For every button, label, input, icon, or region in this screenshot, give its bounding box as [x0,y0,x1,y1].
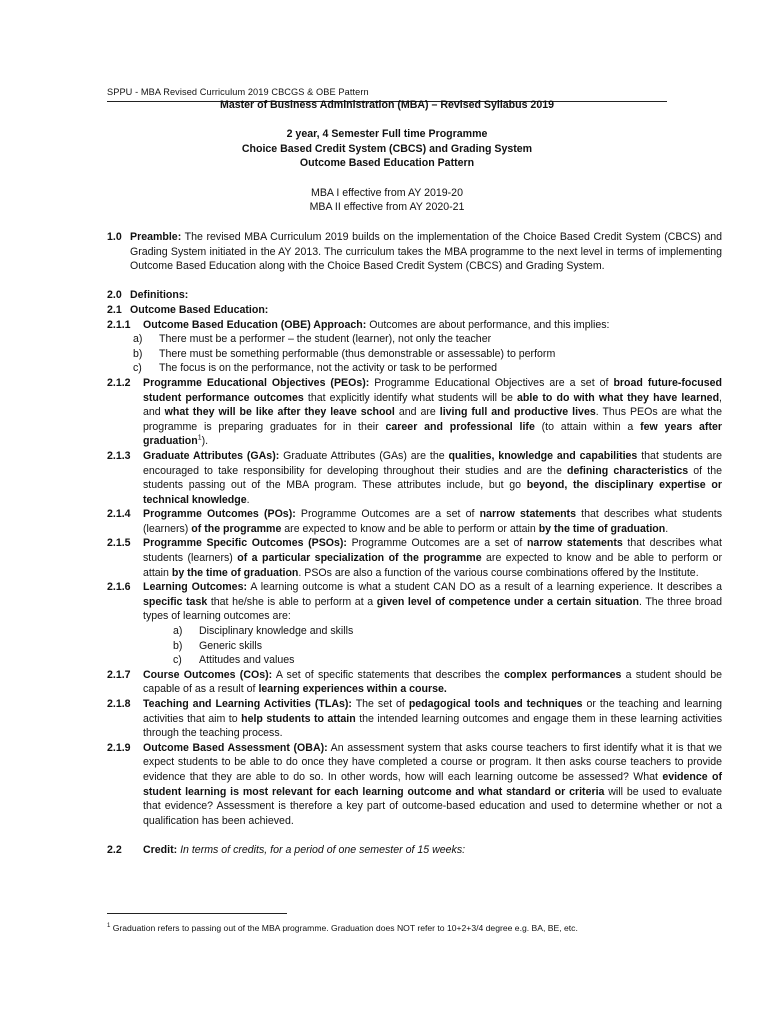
section-label: Graduate Attributes (GAs): [143,449,280,462]
section-text: a student should be capable of as a result of [143,668,722,696]
section-text: . Thus PEOs are what the programme is preparing graduates for in their [143,406,722,433]
section-text: that students are encouraged to take responsibility for developing throughout their studies and are the [143,449,722,477]
list-text: There must be a performer – the student (learner), not only the teacher [159,333,492,346]
list-marker: c) [173,654,182,667]
section-label: Programme Outcomes (POs): [143,508,296,521]
section-label: Programme Specific Outcomes (PSOs): [143,537,347,550]
effective-mba1: MBA I effective from AY 2019-20 [311,186,463,199]
section-text: A learning outcome is what a student CAN DO as a result of a learning experience. It describes a [247,581,722,594]
emphasis: narrow statements [526,537,623,550]
programme-line: 2 year, 4 Semester Full time Programme [286,128,488,141]
section-number: 2.1.7 [107,668,131,681]
section-text: Graduate Attributes (GAs) are the [279,449,449,462]
emphasis: by the time of graduation [171,566,299,579]
footnote-divider [107,913,287,914]
list-item [133,361,722,376]
list-marker: b) [133,347,143,360]
list-text: There must be something performable (thus demonstrable or assessable) to perform [159,347,556,360]
section-number: 2.0 [107,289,122,302]
section-2-1-3 [107,449,722,507]
document-body [107,230,722,858]
emphasis: learning experiences within a course. [258,683,447,696]
section-text: In terms of credits, for a period of one semester of 15 weeks: [177,843,466,856]
list-item [173,653,722,668]
section-number: 2.1.6 [107,581,131,594]
list-item [133,332,722,347]
emphasis: able to do with what they have learned [517,391,720,404]
section-text: . [665,522,669,535]
section-text: (to attain within a [534,420,641,433]
section-label: Course Outcomes (COs): [143,668,273,681]
section-2-1-7 [107,668,722,697]
list-text: Attitudes and values [199,654,295,667]
section-number: 2.1.1 [107,318,131,331]
section-definitions [107,288,722,303]
section-text: the intended learning outcomes and engage them in these learning activities through the teaching process. [143,712,722,740]
section-text: that describes what students (learners) [143,537,722,565]
section-number: 2.1.3 [107,449,131,462]
section-text: . [246,493,250,506]
section-number: 2.1.8 [107,698,131,710]
emphasis: few years after graduation [143,420,722,448]
section-number: 2.1.9 [107,741,131,754]
section-text: A set of specific statements that describes the [272,668,505,681]
section-label: Learning Outcomes: [143,581,247,594]
section-2-1-4 [107,507,722,536]
list-item [133,347,722,362]
section-number: 2.2 [107,843,122,856]
footnote [107,922,727,934]
document-title: Master of Business Administration (MBA) – Revised Syllabus 2019 [220,99,554,111]
section-2-1-5 [107,536,722,580]
obe-line: Outcome Based Education Pattern [299,157,475,170]
section-2-1-8 [107,697,722,741]
emphasis: of a particular specialization of the programme [237,552,482,565]
learning-outcome-list [107,624,722,668]
section-label: Preamble: [130,231,182,243]
section-text: will be used to evaluate that evidence? Assessment is therefore a key part of outcome-based education and used to determine whether or not a qualification has been achieved. [143,785,723,827]
section-text: that explicitly identify what students will be [303,391,518,404]
section-text: . The three broad types of learning outcomes are: [143,595,722,623]
section-preamble [107,230,722,274]
list-marker: a) [133,333,143,346]
section-credit [107,843,722,858]
section-text: The set of [351,698,409,710]
emphasis: help students to attain [241,712,356,725]
section-text: and are [394,406,440,419]
section-label: Programme Educational Objectives (PEOs): [143,376,370,389]
list-item [173,624,722,639]
section-text: Programme Outcomes are a set of [295,508,480,521]
list-marker: b) [173,639,183,652]
section-text: ). [201,435,209,448]
emphasis: what they will be like after they leave school [164,406,395,419]
section-text: that describes what students (learners) [143,508,722,535]
section-number: 1.0 [107,231,122,243]
section-text: or the teaching and learning activities that aim to [143,698,722,725]
section-2-1-2 [107,376,722,449]
section-text: The revised MBA Curriculum 2019 builds on the implementation of the Choice Based Credit System (CBCS) and Grading System initiated in the AY 2013. The curriculum takes the MBA programme to the next level in terms of implementing Outcome Based Education along with the Choice Based Credit System (CBCS) and Grading System. [130,231,722,273]
section-label: Credit: [143,843,178,856]
section-text: An assessment system that asks course teachers to first identify what it is that we expect students to be able to do once they have completed a course or program. It then asks course teachers to provide evidence that they are able to do so. In other words, how will each learning outcome be assessed? What [143,741,722,783]
section-text: of the students passing out of the MBA program. These attributes include, but go [143,464,722,492]
section-text: are expected to know and be able to perform or attain [143,552,722,579]
section-label: Definitions: [130,289,189,302]
effective-mba2: MBA II effective from AY 2020-21 [309,201,465,214]
section-text: Outcomes are about performance, and this implies: [366,318,610,331]
list-text: Disciplinary knowledge and skills [199,625,354,638]
emphasis: beyond, the disciplinary expertise or technical knowledge [143,479,722,506]
emphasis: broad future-focused student performance outcomes [143,376,722,404]
list-item [173,639,722,654]
running-header: SPPU - MBA Revised Curriculum 2019 CBCGS & OBE Pattern [107,85,667,102]
emphasis: pedagogical tools and techniques [408,698,583,710]
list-text: The focus is on the performance, not the activity or task to be performed [159,362,497,375]
section-2-1-1 [107,318,722,333]
section-text: Programme Educational Objectives are a set of [369,376,614,389]
footnote-text: Graduation refers to passing out of the MBA programme. Graduation does NOT refer to 10+2+3/4 degree e.g. BA, BE, etc. [110,923,578,933]
section-label: Teaching and Learning Activities (TLAs): [143,698,352,710]
title-block [107,98,667,215]
list-marker: a) [173,625,183,638]
section-number: 2.1.5 [107,537,131,550]
footnote-marker: 1 [107,923,111,930]
list-marker: c) [133,362,142,375]
emphasis: evidence of student learning is most relevant for each learning outcome and what standard or criteria [143,770,722,798]
section-2-1-6 [107,580,722,624]
section-obe [107,303,722,318]
emphasis: complex performances [504,668,622,681]
cbcs-line: Choice Based Credit System (CBCS) and Grading System [241,142,533,155]
section-label: Outcome Based Education: [130,303,269,316]
section-number: 2.1 [107,303,122,316]
section-text: are expected to know and be able to perform or attain [281,522,539,535]
emphasis: living full and productive lives [439,406,596,419]
list-text: Generic skills [199,639,262,652]
section-text: that he/she is able to perform at a [207,595,377,608]
section-text: , and [143,391,722,419]
section-number: 2.1.4 [107,508,131,521]
emphasis: by the time of graduation [538,522,666,535]
emphasis: defining characteristics [567,464,689,477]
section-label: Outcome Based Assessment (OBA): [143,741,328,754]
section-2-1-9 [107,741,722,829]
emphasis: qualities, knowledge and capabilities [448,449,638,462]
footnote-ref: 1 [197,434,202,442]
emphasis: career and professional life [385,420,535,433]
obe-list [107,332,722,376]
section-number: 2.1.2 [107,376,131,389]
emphasis: given level of competence under a certain situation [376,595,639,608]
section-text: Programme Outcomes are a set of [346,537,527,550]
emphasis: of the programme [191,522,282,535]
section-label: Outcome Based Education (OBE) Approach: [143,318,367,331]
emphasis: narrow statements [479,508,576,521]
emphasis: specific task [143,595,208,608]
section-text: . PSOs are also a function of the various course combinations offered by the Institute. [298,566,699,579]
